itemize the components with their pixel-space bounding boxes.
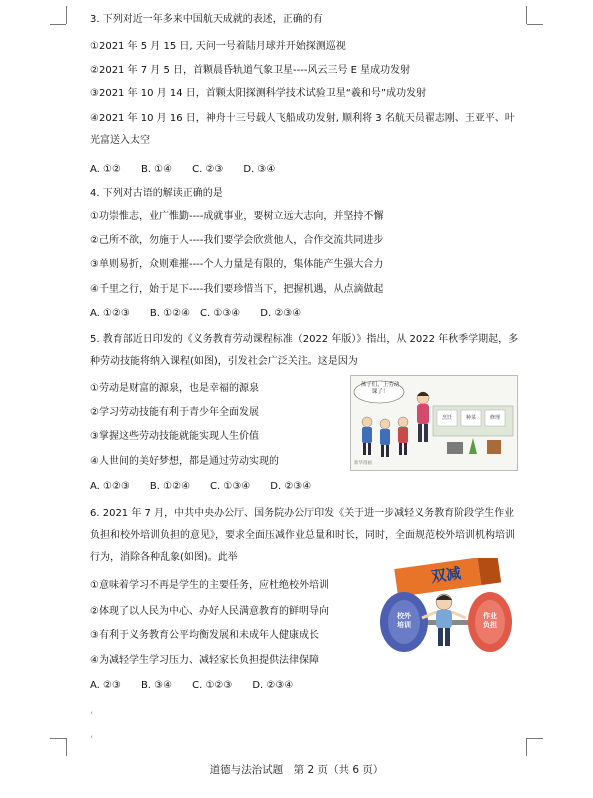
q6-option-1: ①意味着学习不再是学生的主要任务，应杜绝校外培训 [90,580,329,591]
q3-stem: 3. 下列对近一年多来中国航天成就的表述，正确的有 [90,14,323,25]
page-footer: 道德与法治试题 第 2 页（共 6 页） [209,764,384,776]
labor-cartoon-board-1: 烹饪 [441,415,452,421]
blank-line-1: , [90,705,94,716]
double-reduction-right-weight: 作业负担 [483,612,497,629]
q6-option-3: ③有利于义务教育公平均衡发展和未成年人健康成长 [90,630,319,641]
q6-option-2: ②体现了以人民为中心、办好人民满意教育的鲜明导向 [90,606,329,617]
corner-mark-bl-h [50,738,66,739]
corner-mark-tr [526,6,527,24]
q4-option-1: ①功崇惟志，业广惟勤----成就事业，要树立远大志向，并坚持不懈 [90,211,384,222]
q5-option-3: ③掌握这些劳动技能就能实现人生价值 [90,431,259,442]
double-reduction-left-weight: 校外培训 [397,612,411,629]
corner-mark-br-h [527,738,543,739]
q5-stem: 5. 教育部近日印发的《义务教育劳动课程标准（2022 年版）》指出，从 2022 年秋季学期起，多种劳动技能将纳入课程(如图)，引发社会广泛关注。这是因为 [90,334,519,367]
q4-option-3: ③单则易折，众则难摧----个人力量是有限的，集体能产生强大合力 [90,259,384,270]
q6-stem: 6. 2021 年 7 月，中共中央办公厅、国务院办公厅印发《关于进一步减轻义务教育阶段学生作业负担和校外培训负担的意见》，要求全面压减作业总量和时长，同时，全面规范校外培训机构培训行为，消除各种乱象(如图)。此举 [90,508,515,563]
q4-stem: 4. 下列对古语的解读正确的是 [90,188,223,199]
corner-mark-tr-h [527,24,543,25]
q5-option-4: ④人世间的美好梦想，都是通过劳动实现的 [90,456,279,467]
corner-mark-bl [66,738,67,756]
q4-option-2: ②己所不欲，勿施于人----我们要学会欣赏他人，合作交流共同进步 [90,235,384,246]
q5-option-2: ②学习劳动技能有利于青少年全面发展 [90,407,259,418]
blank-line-2: , [90,729,94,740]
q3-option-1: ①2021 年 5 月 15 日, 天问一号着陆月球并开始探测巡视 [90,41,346,52]
labor-cartoon-board-2: 种菜 [465,415,476,421]
q3-choices: A. ①② B. ①④ C. ②③ D. ③④ [90,164,276,175]
q4-option-4: ④千里之行，始于足下----我们要珍惜当下，把握机遇，从点滴做起 [90,284,384,295]
q6-double-reduction-cartoon [372,558,520,660]
q6-choices: A. ②③ B. ③④ C. ①②③ D. ②③④ [90,680,294,691]
corner-mark-br [526,738,527,756]
corner-mark-tl [66,6,67,24]
labor-cartoon-board-3: 修理 [489,415,500,421]
labor-cartoon-bubble: 孩子们，上劳动课了！ [360,382,400,395]
q5-choices: A. ①②③ B. ①②④ C. ①③④ D. ②③④ [90,481,312,492]
q3-option-3: ③2021 年 10 月 14 日，首颗太阳探测科学技术试验卫星“羲和号”成功发射 [90,88,427,99]
q3-option-4: ④2021 年 10 月 16 日，神舟十三号载人飞船成功发射, 顺利将 3 名航天员翟志刚、王亚平、叶光富送入太空 [90,113,515,146]
double-reduction-sign: 双减 [429,563,463,586]
q5-labor-cartoon [350,375,518,471]
labor-cartoon-credit: 新华漫画 [354,461,372,466]
corner-mark-tl-h [50,24,66,25]
q4-choices: A. ①②③ B. ①②④ C. ①③④ D. ②③④ [90,308,302,319]
q3-option-2: ②2021 年 7 月 5 日，首颗晨昏轨道气象卫星----风云三号 E 星成功发射 [90,65,411,76]
q5-option-1: ①劳动是财富的源泉，也是幸福的源泉 [90,383,259,394]
q6-option-4: ④为减轻学生学习压力、减轻家长负担提供法律保障 [90,655,319,666]
